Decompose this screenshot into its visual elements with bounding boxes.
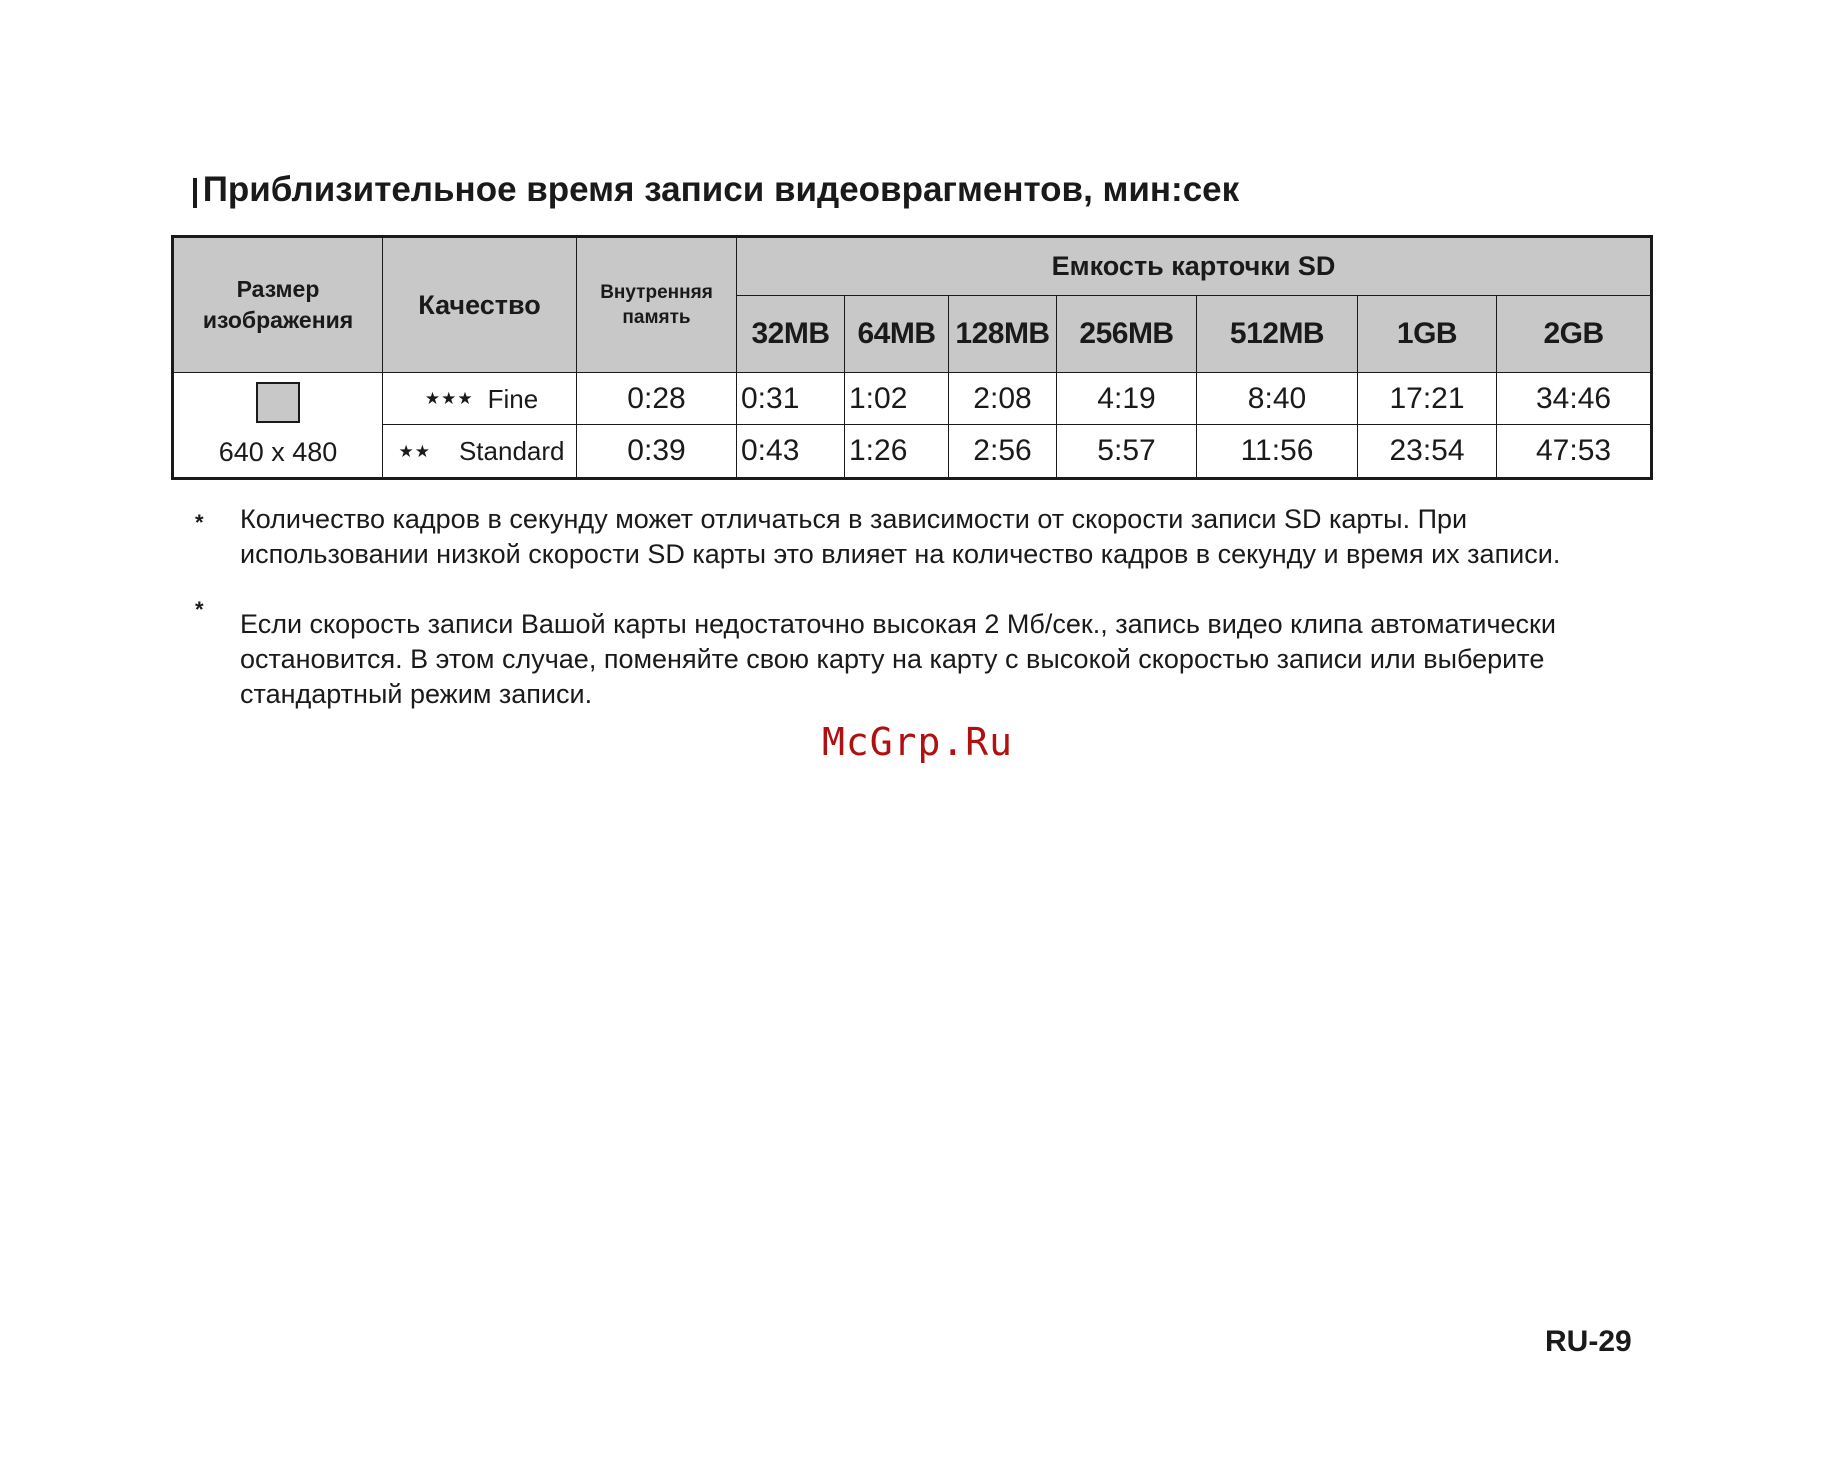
capacity-value: 34:46 — [1497, 373, 1652, 425]
capacity-value: 8:40 — [1197, 373, 1358, 425]
capacity-value: 1:02 — [845, 373, 949, 425]
footnote — [240, 502, 1560, 572]
internal-value: 0:39 — [577, 425, 737, 479]
image-size-icon — [256, 382, 300, 423]
header-image-size: Размер изображения — [173, 237, 383, 373]
image-size-cell — [173, 373, 383, 479]
header-quality: Качество — [383, 237, 577, 373]
footnote-line: остановится. В этом случае, поменяйте свою карту на карту с высокой скоростью записи или выберите — [240, 644, 1545, 674]
capacity-value: 17:21 — [1358, 373, 1497, 425]
quality-cell — [383, 373, 577, 425]
header-row-1 — [173, 237, 1652, 296]
quality-label: Fine — [487, 383, 539, 414]
capacity-value: 5:57 — [1057, 425, 1197, 479]
header-capacity: 2GB — [1497, 296, 1652, 373]
capacity-value: 2:08 — [949, 373, 1057, 425]
header-capacity: 1GB — [1358, 296, 1497, 373]
note-marker: * — [195, 597, 204, 622]
page-title: Приблизительное время записи видеоврагментов, мин:сек — [202, 170, 1240, 209]
header-capacity: 256MB — [1057, 296, 1197, 373]
capacity-value: 0:43 — [737, 425, 845, 479]
header-internal-memory: Внутренняя память — [577, 237, 737, 373]
quality-stars-icon: ★★ — [398, 441, 431, 461]
quality-label: Standard — [458, 436, 565, 467]
footnote-line: Количество кадров в секунду может отличаться в зависимости от скорости записи SD карты. При — [240, 504, 1468, 534]
capacity-value: 23:54 — [1358, 425, 1497, 479]
page-number: RU-29 — [1545, 1325, 1632, 1358]
footnote — [240, 607, 1556, 712]
header-capacity: 32MB — [737, 296, 845, 373]
header-capacity: 128MB — [949, 296, 1057, 373]
footnote-line: стандартный режим записи. — [240, 679, 593, 709]
table-row-fine — [173, 373, 1652, 425]
recording-time-table — [171, 235, 1653, 480]
table-row-standard — [173, 425, 1652, 479]
capacity-value: 4:19 — [1057, 373, 1197, 425]
capacity-value: 2:56 — [949, 425, 1057, 479]
header-capacity: 512MB — [1197, 296, 1358, 373]
watermark: McGrp.Ru — [822, 720, 1014, 764]
header-capacity: 64MB — [845, 296, 949, 373]
capacity-value: 11:56 — [1197, 425, 1358, 479]
image-size-value: 640 x 480 — [218, 437, 338, 467]
capacity-value: 1:26 — [845, 425, 949, 479]
note-marker: * — [195, 510, 204, 535]
footnote-line: Если скорость записи Вашой карты недостаточно высокая 2 Мб/сек., запись видео клипа автоматически — [240, 609, 1556, 639]
header-sd-capacity: Емкость карточки SD — [737, 237, 1652, 296]
footnote-line: использовании низкой скорости SD карты это влияет на количество кадров в секунду и время их записи. — [240, 539, 1561, 569]
quality-stars-icon: ★★★ — [424, 389, 474, 409]
internal-value: 0:28 — [577, 373, 737, 425]
capacity-value: 47:53 — [1497, 425, 1652, 479]
quality-cell — [383, 425, 577, 479]
capacity-value: 0:31 — [737, 373, 845, 425]
